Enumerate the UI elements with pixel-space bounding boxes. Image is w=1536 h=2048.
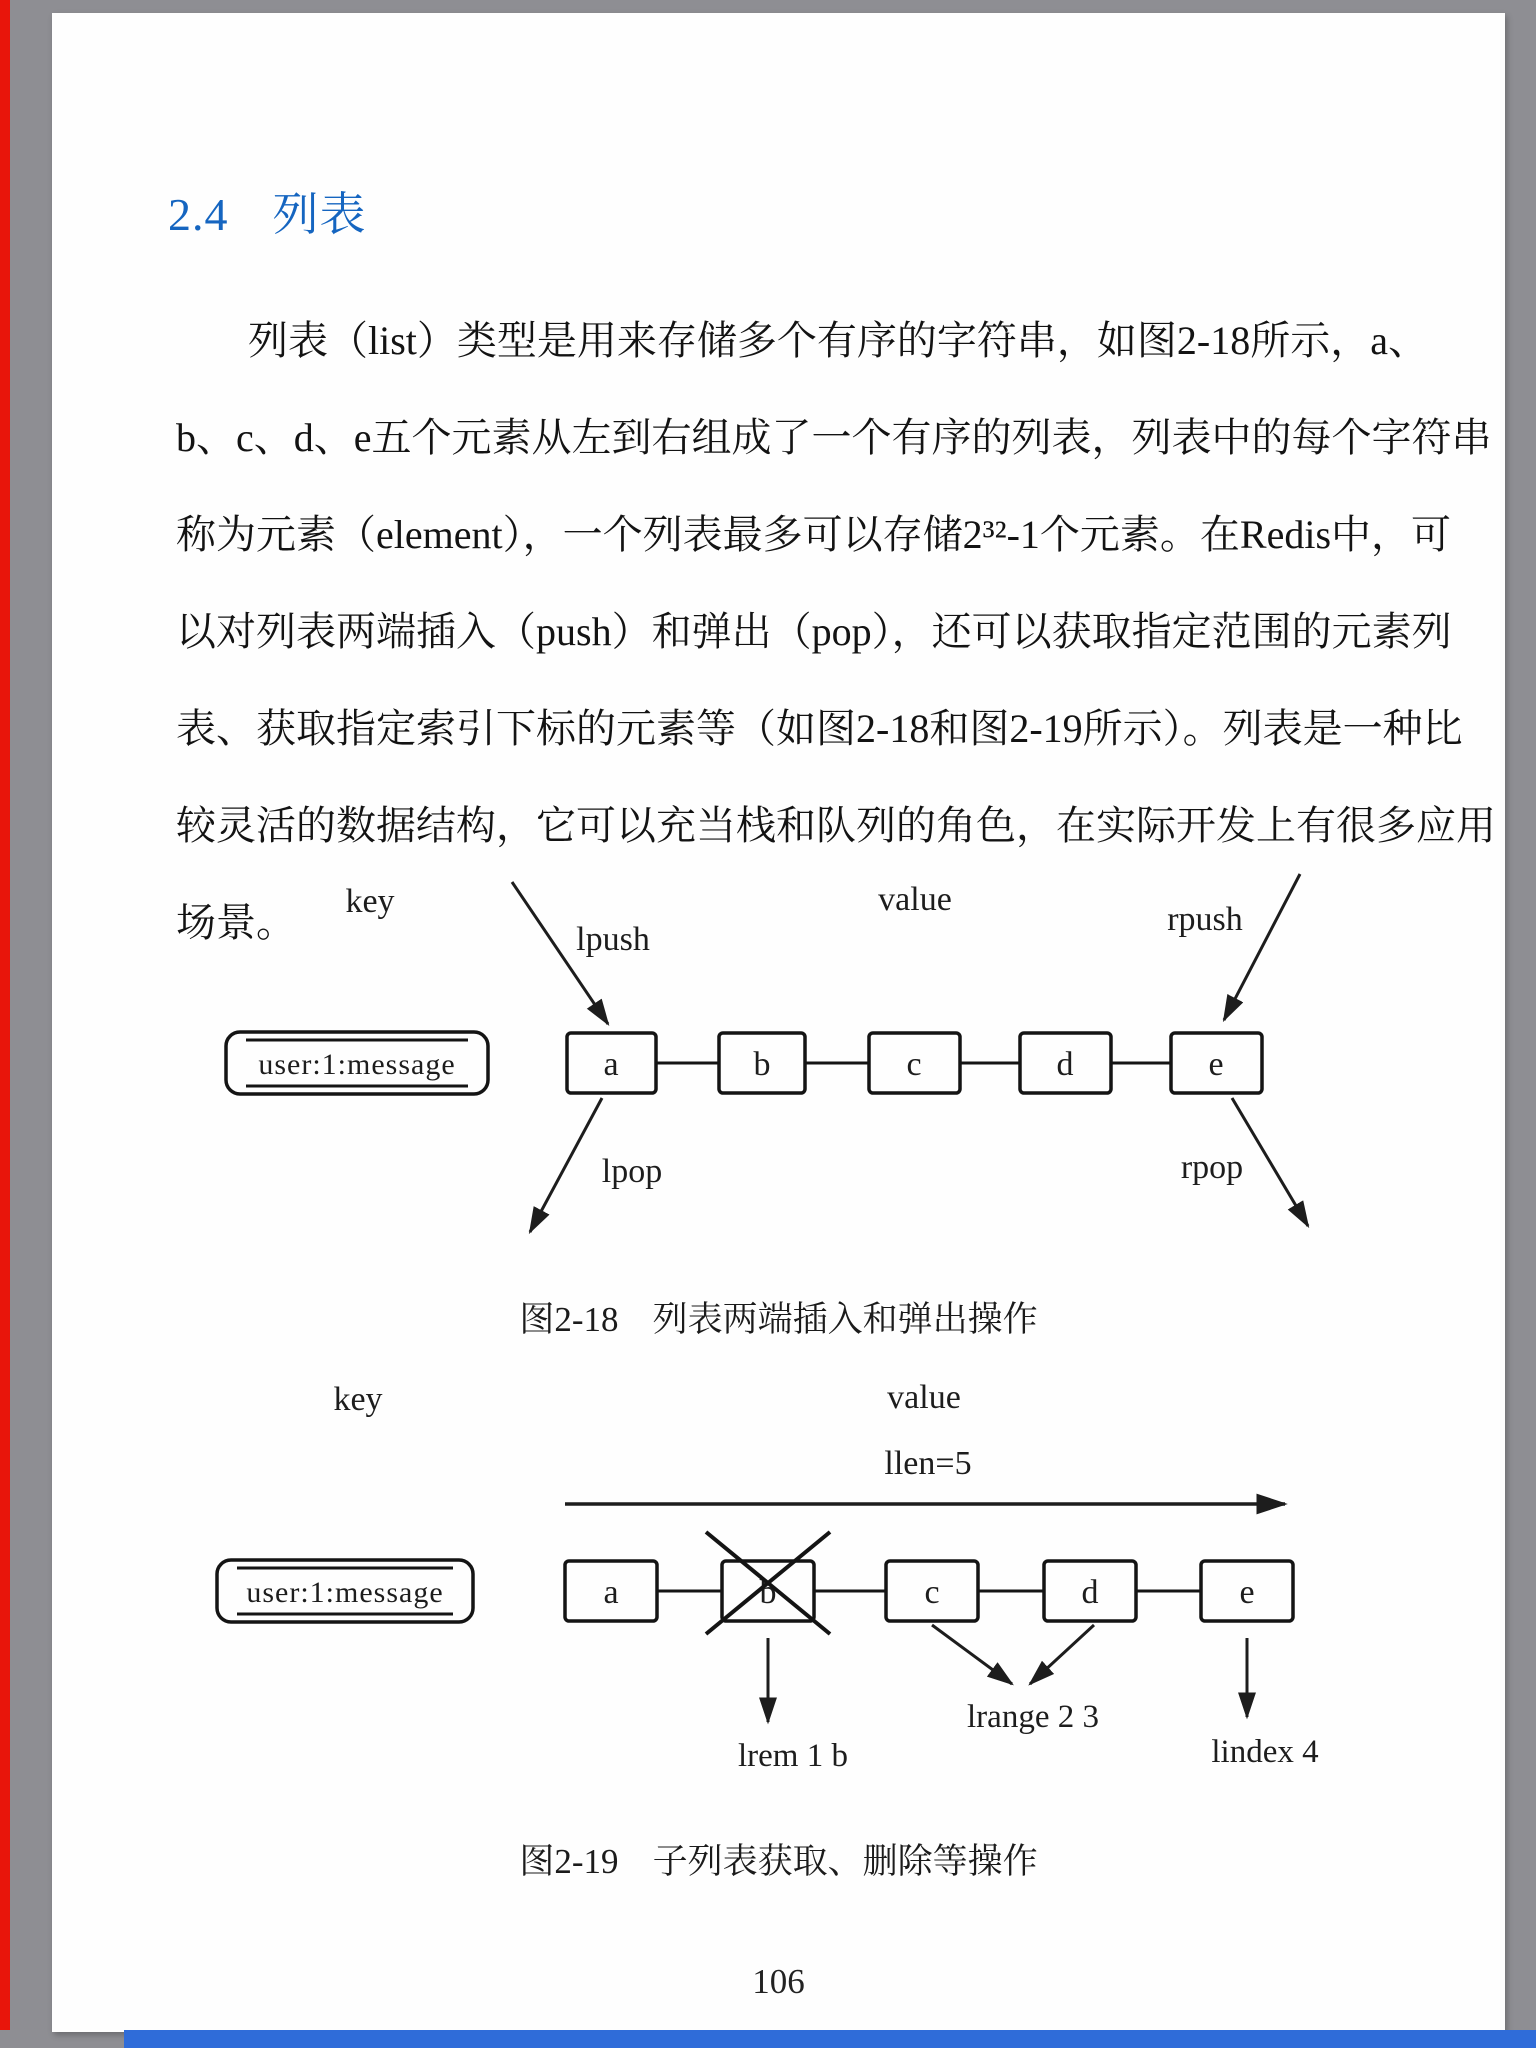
lrange-arrow-from-c [932, 1625, 1012, 1684]
figure-2-19-caption [52, 1834, 1505, 1884]
fig219-key-box [217, 1560, 473, 1622]
page-number: 106 [752, 1962, 805, 2001]
fig218-lpush-label: lpush [576, 921, 650, 958]
svg-text:b: b [753, 1046, 771, 1083]
lpop-arrow [530, 1098, 602, 1232]
figure-2-18-diagram [150, 860, 1400, 1260]
reading-progress-bar[interactable] [124, 2030, 1536, 2048]
fig218-rpop-label: rpop [1180, 1149, 1244, 1186]
caption-title: 列表两端插入和弹出操作 [652, 1300, 1038, 1339]
fig218-key-box [226, 1032, 488, 1094]
rpush-arrow [1224, 874, 1300, 1020]
svg-text:d: d [1056, 1046, 1074, 1083]
svg-text:c: c [924, 1574, 940, 1611]
fig218-rpush-label: rpush [1167, 901, 1243, 938]
paragraph-line: b、c、d、e五个元素从左到右组成了一个有序的列表，列表中的每个字符串 [176, 415, 1492, 460]
svg-text:b: b [759, 1574, 777, 1611]
fig219-llen-label: llen=5 [884, 1445, 972, 1482]
fig218-key-label: key [345, 883, 395, 920]
left-accent-bar [0, 0, 10, 2030]
element-box [1171, 1033, 1262, 1093]
fig219-value-label: value [887, 1379, 961, 1416]
fig219-lindex-label: lindex 4 [1211, 1734, 1319, 1770]
element-box [567, 1033, 656, 1093]
paragraph-line: 场景。 [176, 900, 296, 945]
svg-text:e: e [1239, 1574, 1255, 1611]
fig219-lrem-label: lrem 1 b [738, 1738, 848, 1774]
element-box [719, 1033, 805, 1093]
figure-2-18-caption [52, 1292, 1505, 1342]
caption-number: 图2-18 [519, 1300, 619, 1339]
fig219-key-name: user:1:message [246, 1576, 444, 1609]
paragraph-line: 称为元素（element），一个列表最多可以存储2³²-1个元素。在Redis中，可 [176, 512, 1452, 557]
paragraph-line: 以对列表两端插入（push）和弹出（pop），还可以获取指定范围的元素列 [176, 609, 1452, 654]
fig218-lpop-label: lpop [601, 1153, 663, 1190]
element-box [565, 1561, 657, 1621]
element-box [1201, 1561, 1293, 1621]
fig218-value-label: value [878, 881, 952, 918]
element-box [886, 1561, 978, 1621]
fig218-key-name: user:1:message [258, 1048, 456, 1081]
element-box-removed [706, 1532, 830, 1634]
section-number: 2.4 [168, 189, 229, 240]
caption-title: 子列表获取、删除等操作 [652, 1842, 1038, 1881]
paragraph-line: 表、获取指定索引下标的元素等（如图2-18和图2-19所示）。列表是一种比 [176, 706, 1463, 751]
svg-text:d: d [1081, 1574, 1099, 1611]
svg-text:a: a [603, 1574, 619, 1611]
paragraph-line: 较灵活的数据结构，它可以充当栈和队列的角色，在实际开发上有很多应用 [176, 803, 1496, 848]
element-box [869, 1033, 960, 1093]
section-heading [168, 178, 367, 244]
fig219-key-label: key [333, 1381, 383, 1418]
figure-2-19-diagram [150, 1362, 1400, 1792]
element-box [1020, 1033, 1111, 1093]
lrange-arrow-from-d [1030, 1625, 1094, 1684]
section-title: 列表 [272, 189, 367, 240]
svg-text:c: c [906, 1046, 922, 1083]
caption-number: 图2-19 [519, 1842, 619, 1881]
rpop-arrow [1232, 1098, 1308, 1226]
fig219-lrange-label: lrange 2 3 [967, 1699, 1099, 1735]
svg-text:a: a [603, 1046, 619, 1083]
element-box [1044, 1561, 1136, 1621]
svg-text:e: e [1208, 1046, 1224, 1083]
paragraph-line: 列表（list）类型是用来存储多个有序的字符串，如图2-18所示，a、 [248, 318, 1428, 363]
